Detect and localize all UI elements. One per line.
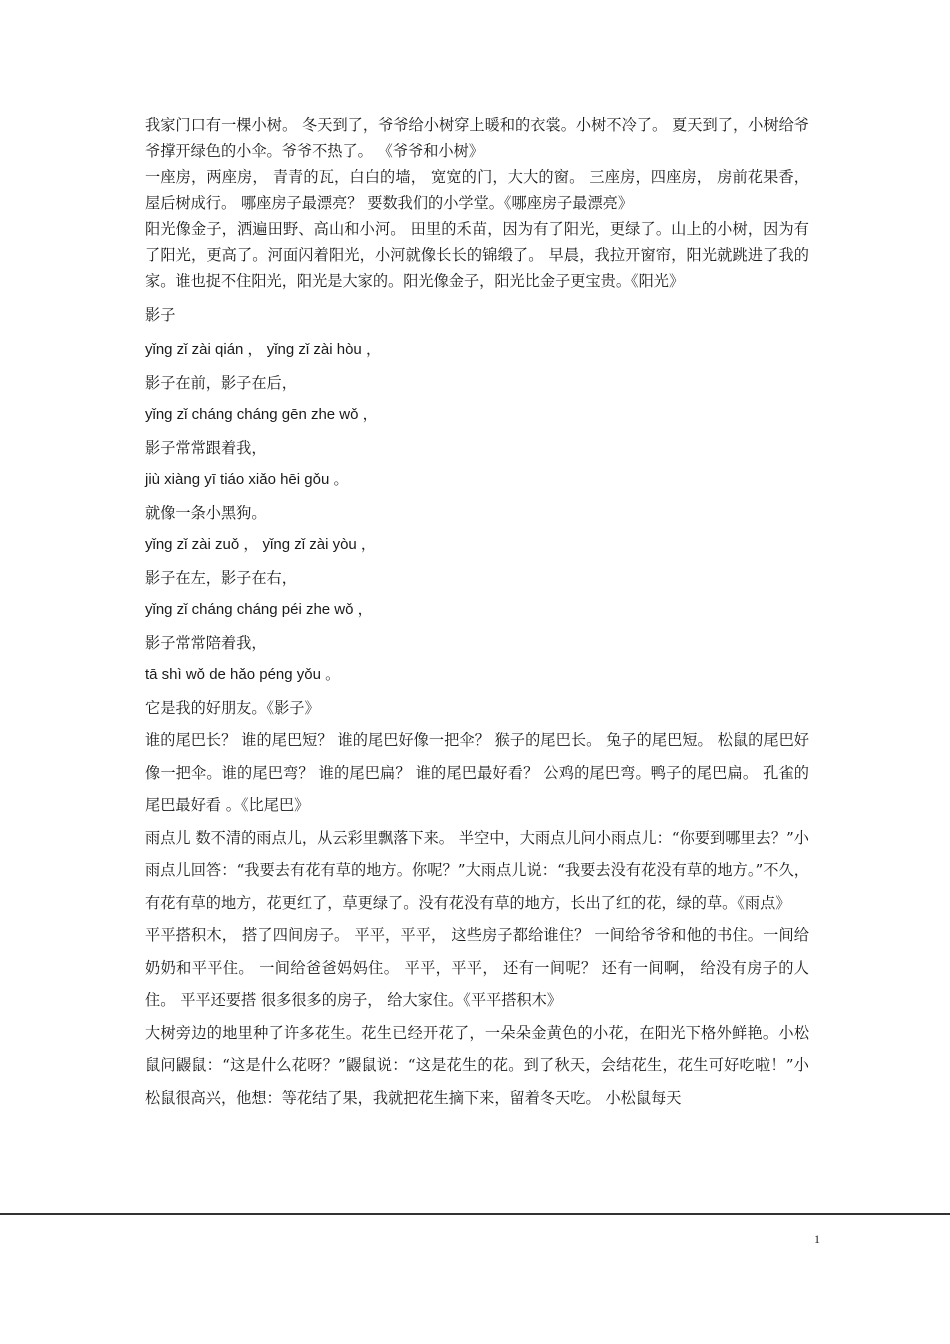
paragraph-peanuts: 大树旁边的地里种了许多花生。花生已经开花了，一朵朵金黄色的小花，在阳光下格外鲜艳。小松鼠问鼹鼠：“这是什么花呀？”鼹鼠说：“这是花生的花。到了秋天，会结花生，花生可好吃啦！”小松鼠很高兴，他想：等花结了果，我就把花生摘下来，留着冬天吃。 小松鼠每天	[145, 1023, 809, 1107]
paragraph-grandpa-and-tree: 我家门口有一棵小树。 冬天到了，爷爷给小树穿上暖和的衣裳。小树不冷了。 夏天到了，小树给爷爷撑开绿色的小伞。爷爷不热了。 《爷爷和小树》	[145, 116, 809, 160]
poem-line-hanzi: 影子常常跟着我，	[145, 438, 267, 457]
page-number: 1	[814, 1232, 820, 1246]
poem-line-pinyin: yǐng zǐ zài qián ， yǐng zǐ zài hòu ，	[145, 341, 381, 358]
paragraph-building-blocks: 平平搭积木， 搭了四间房子。 平平，平平， 这些房子都给谁住？ 一间给爷爷和他的书住。一间给奶奶和平平住。 一间给爸爸妈妈住。 平平，平平， 还有一间呢？ 还有一间啊， 给没有房子的人住。 平平还要搭 很多很多的房子， 给大家住。《平平搭积木》	[145, 926, 809, 1009]
poem-line-hanzi: 影子在左，影子在右，	[145, 568, 297, 587]
poem-line-pinyin: yǐng zǐ cháng cháng péi zhe wǒ ，	[145, 601, 373, 618]
poem-line-hanzi: 它是我的好朋友。《影子》	[145, 698, 320, 717]
paragraph-raindrops: 雨点儿 数不清的雨点儿，从云彩里飘落下来。 半空中，大雨点儿问小雨点儿：“你要到哪里去？”小雨点儿回答：“我要去有花有草的地方。你呢？”大雨点儿说：“我要去没有花没有草的地方。”不久，有花有草的地方，花更红了，草更绿了。没有花没有草的地方，长出了红的花，绿的草。《雨点》	[145, 828, 809, 912]
poem-line-pinyin: tā shì wǒ de hǎo péng yǒu 。	[145, 666, 341, 683]
poem-line-hanzi: 影子常常陪着我，	[145, 633, 267, 652]
paragraph-prettiest-house: 一座房，两座房， 青青的瓦，白白的墙， 宽宽的门，大大的窗。 三座房，四座房， 房前花果香， 屋后树成行。 哪座房子最漂亮？ 要数我们的小学堂。《哪座房子最漂亮》	[145, 168, 809, 212]
poem-line-pinyin: jiù xiàng yī tiáo xiǎo hēi gǒu 。	[145, 471, 349, 488]
document-body	[145, 112, 809, 1114]
footer-divider	[0, 1213, 950, 1215]
paragraph-sunshine: 阳光像金子，洒遍田野、高山和小河。 田里的禾苗，因为有了阳光，更绿了。山上的小树，因为有了阳光，更高了。河面闪着阳光，小河就像长长的锦缎了。 早晨，我拉开窗帘，阳光就跳进了我的家。谁也捉不住阳光，阳光是大家的。阳光像金子，阳光比金子更宝贵。《阳光》	[145, 220, 809, 290]
poem-line-pinyin: yǐng zǐ zài zuǒ ， yǐng zǐ zài yòu ，	[145, 536, 376, 553]
poem-title: 影子	[145, 306, 176, 324]
poem-line-hanzi: 就像一条小黑狗。	[145, 503, 267, 522]
poem-line-pinyin: yǐng zǐ cháng cháng gēn zhe wǒ ，	[145, 406, 378, 423]
paragraph-compare-tails: 谁的尾巴长？ 谁的尾巴短？ 谁的尾巴好像一把伞？ 猴子的尾巴长。 兔子的尾巴短。 松鼠的尾巴好像一把伞。谁的尾巴弯？ 谁的尾巴扁？ 谁的尾巴最好看？ 公鸡的尾巴弯。鸭子的尾巴扁。 孔雀的尾巴最好看 。《比尾巴》	[145, 731, 809, 814]
poem-line-hanzi: 影子在前，影子在后，	[145, 373, 297, 392]
